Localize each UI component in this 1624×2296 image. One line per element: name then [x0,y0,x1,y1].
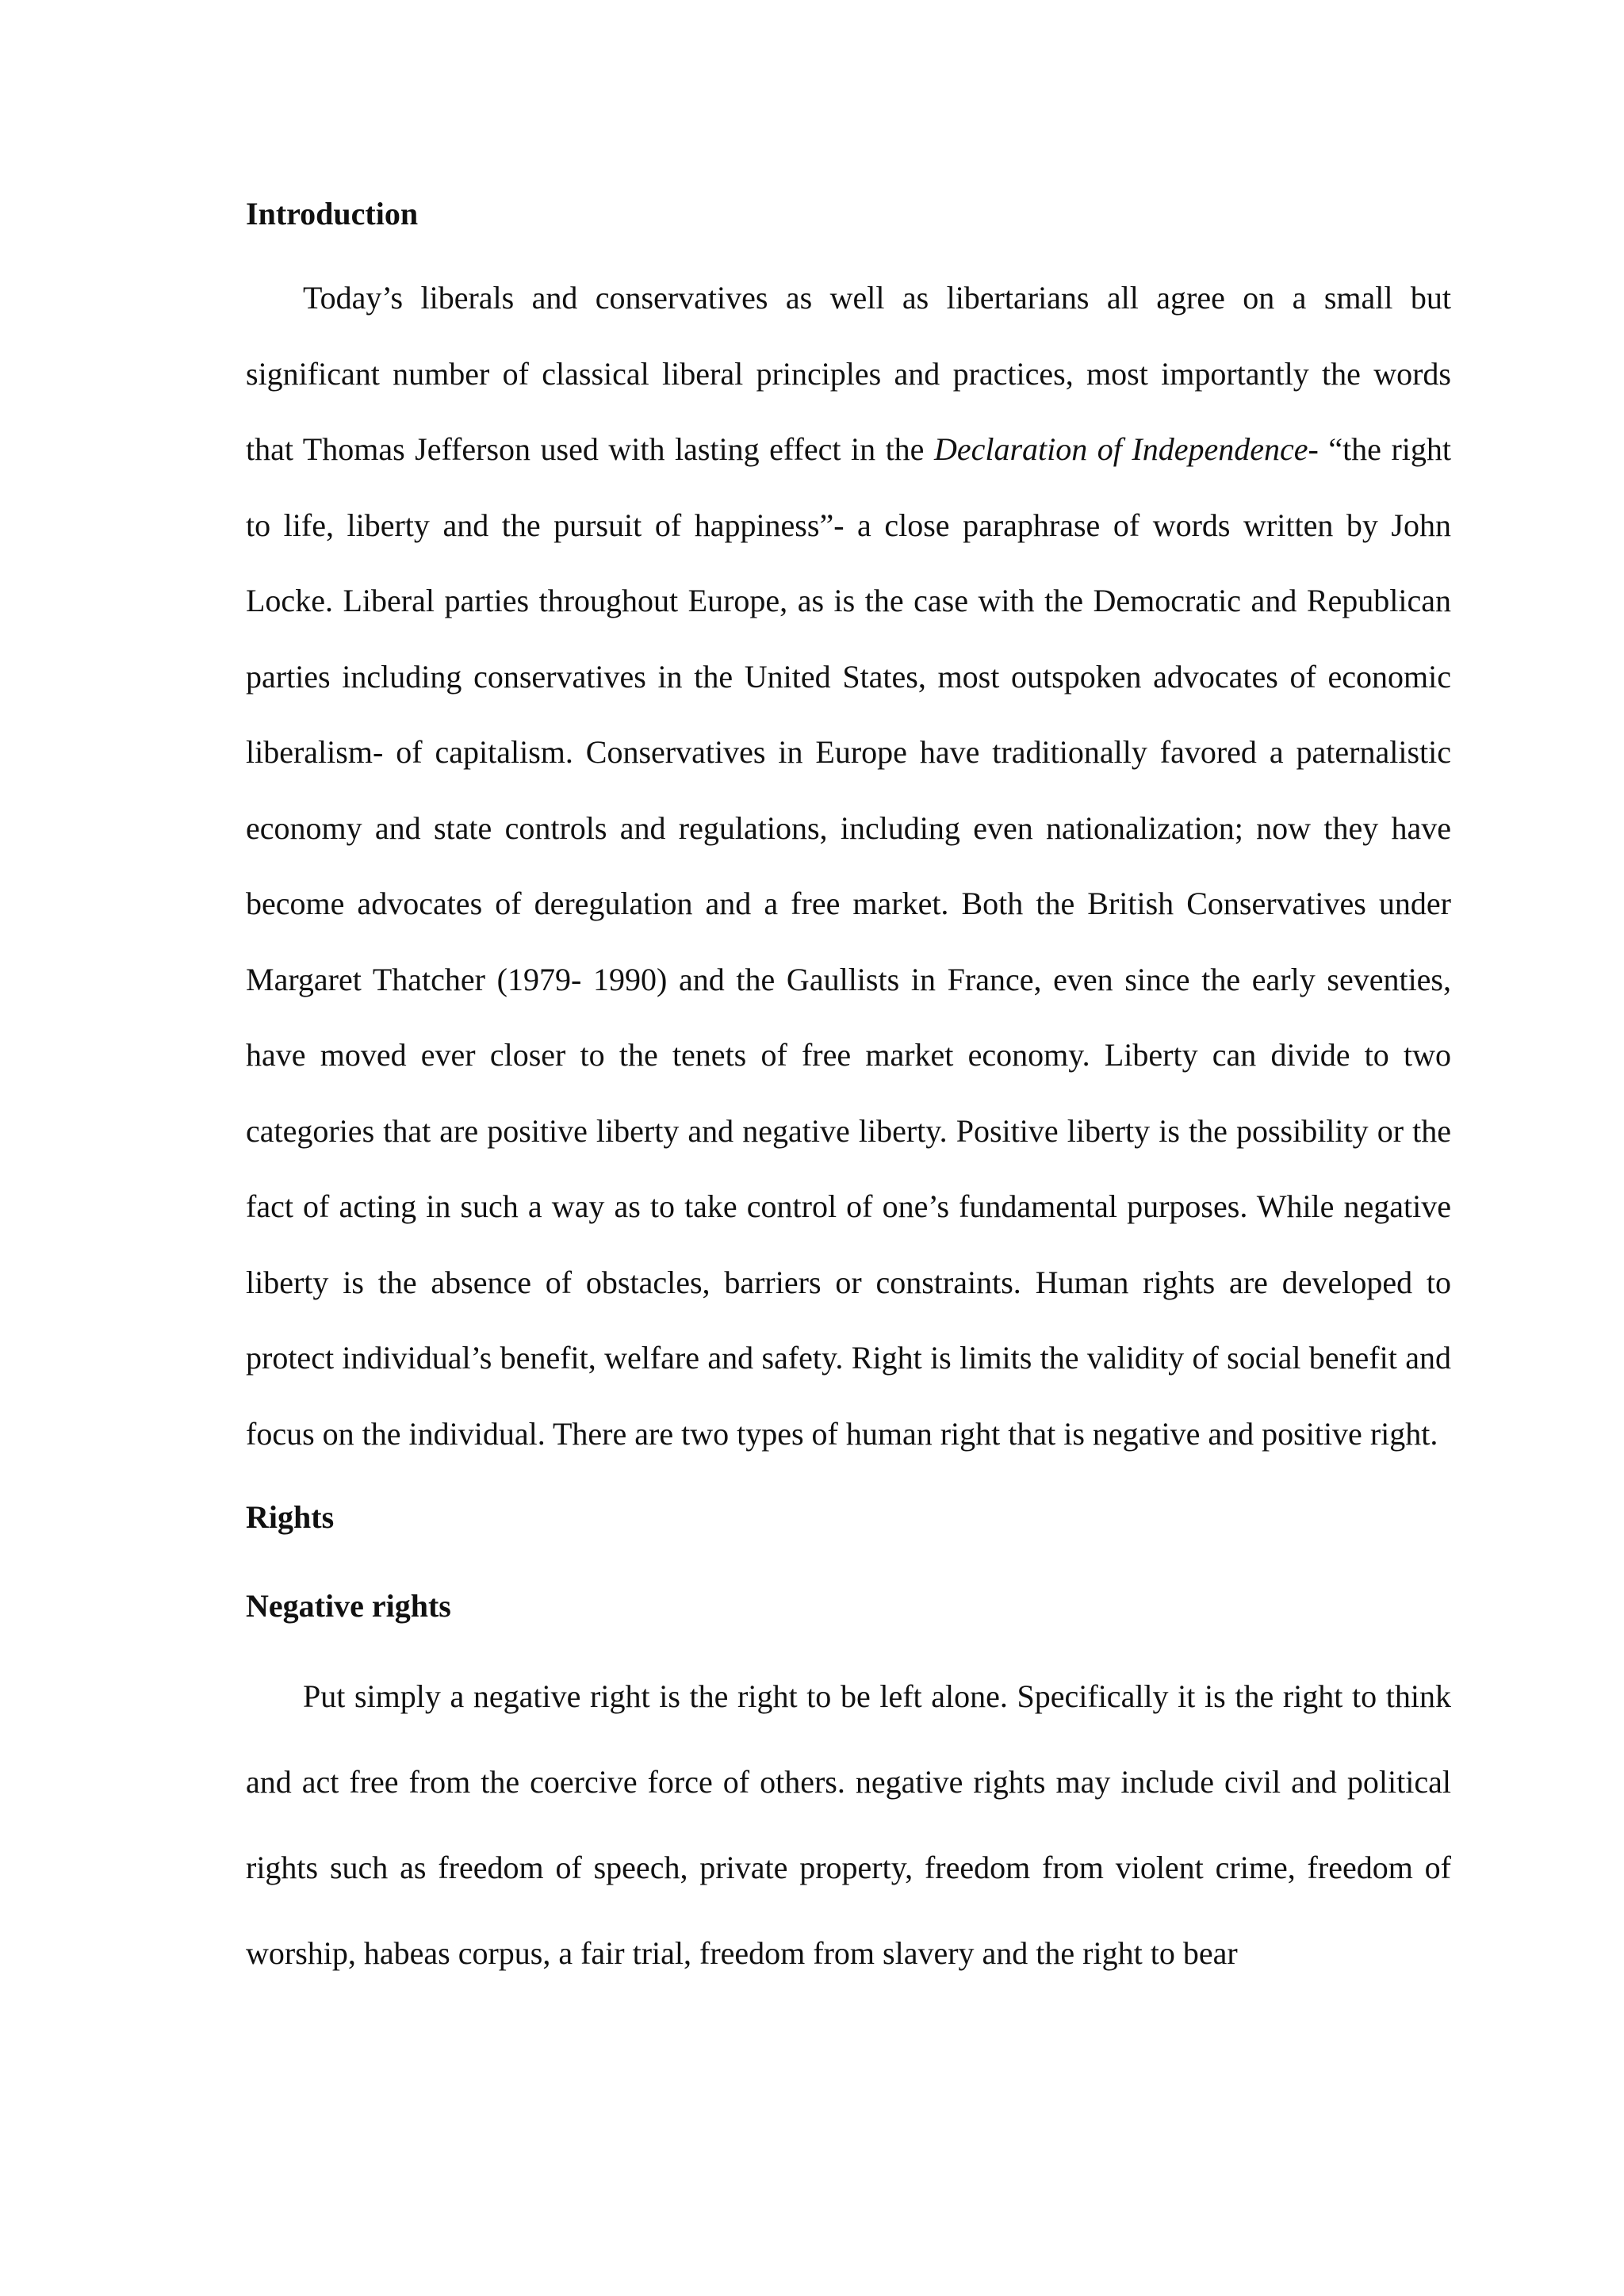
section-heading-rights: Rights [246,1499,335,1535]
document-body [246,190,1451,1996]
introduction-text-part1: Today’s liberals and conservatives as well as libertarians all agree on a small but significant number of classical liberal principles and practices, most importantly the words that Thomas Jefferson used with lasting effect in the [246,280,1451,467]
section-heading-introduction: Introduction [246,196,419,232]
section-heading-negative-rights: Negative rights [246,1588,451,1624]
introduction-text-part2: - “the right to life, liberty and the pursuit of happiness”- a close paraphrase of words written by John Locke. Liberal parties throughout Europe, as is the case with the Democratic and Republican parties including conservatives in the United States, most outspoken advocates of economic liberalism- of capitalism. Conservatives in Europe have traditionally favored a paternalistic economy and state controls and regulations, including even nationalization; now they have become advocates of deregulation and a free market. Both the British Conservatives under Margaret Thatcher (1979- 1990) and the Gaullists in France, even since the early seventies, have moved ever closer to the tenets of free market economy. Liberty can divide to two categories that are positive liberty and negative liberty. Positive liberty is the possibility or the fact of acting in such a way as to take control of one’s fundamental purposes. While negative liberty is the absence of obstacles, barriers or constraints. Human rights are developed to protect individual’s benefit, welfare and safety. Right is limits the validity of social benefit and focus on the individual. There are two types of human right that is negative and positive right. [246,431,1451,1452]
declaration-title-italic: Declaration of Independence [933,431,1308,467]
negative-rights-paragraph: Put simply a negative right is the right to be left alone. Specifically it is the right to think and act free from the coercive force of others. negative rights may include civil and political rights such as freedom of speech, private property, freedom from violent crime, freedom of worship, habeas corpus, a fair trial, freedom from slavery and the right to bear [246,1678,1451,1971]
introduction-paragraph [246,260,1451,1471]
